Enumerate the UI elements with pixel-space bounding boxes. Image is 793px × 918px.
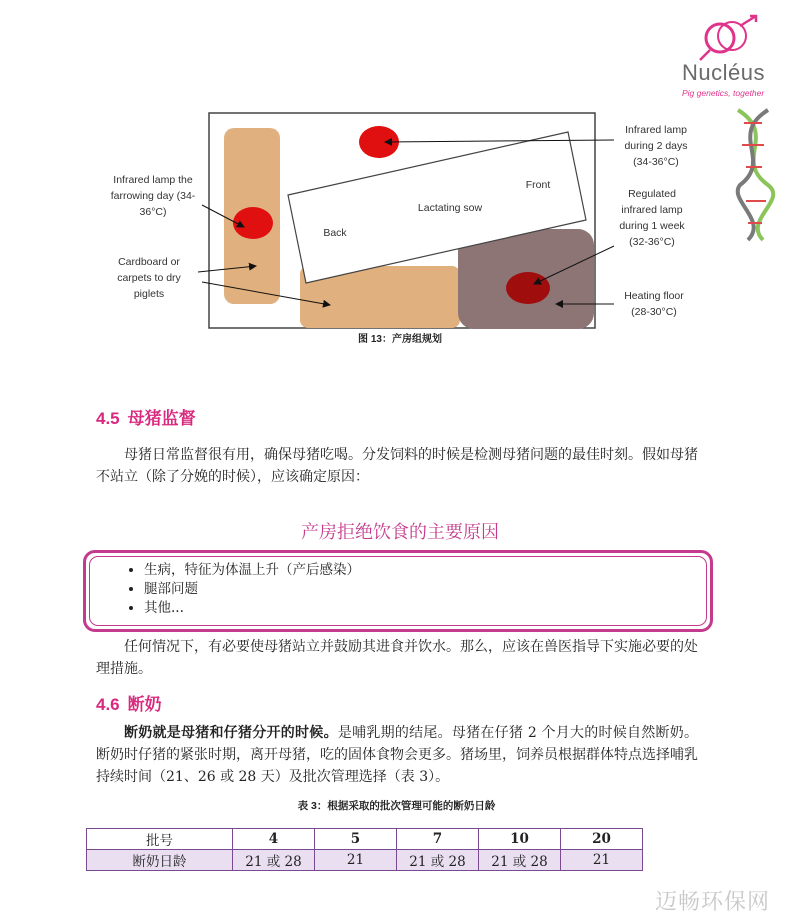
table-header-row: [87, 829, 643, 850]
section-4-5-paragraph: 母猪日常监督很有用，确保母猪吃喝。分发饲料的时候是检测母猪问题的最佳时刻。假如母猪不站立（除了分娩的时候），应该确定原因：: [96, 447, 698, 485]
logo-tagline: Pig genetics, together: [682, 88, 765, 98]
callout-title: 产房拒绝饮食的主要原因: [301, 522, 499, 543]
callout-item: • 其他...: [144, 599, 710, 618]
label-lamp-farrowing: Infrared lamp the farrowing day (34- 36°C): [110, 174, 196, 218]
table-cell: 21 或 28: [479, 850, 561, 871]
table-cell: 4: [233, 829, 315, 850]
table-cell: 21: [315, 850, 397, 871]
section-4-6-heading: 4.6 断奶: [96, 695, 162, 714]
label-heating-floor: Heating floor (28-30°C): [624, 290, 684, 318]
table-cell: 21 或 28: [233, 850, 315, 871]
table-cell: 5: [315, 829, 397, 850]
paragraph-after-callout: 任何情况下，有必要使母猪站立并鼓励其进食并饮水。那么，应该在兽医指导下实施必要的处理措施。: [96, 639, 698, 677]
label-front: Front: [525, 179, 551, 191]
label-cardboard: Cardboard or carpets to dry piglets: [117, 256, 181, 300]
table-cell: 21: [561, 850, 643, 871]
logo-brand: Nucléus: [682, 60, 765, 85]
callout-item: • 腿部问题: [144, 580, 710, 599]
table-cell: 7: [397, 829, 479, 850]
callout-item: • 生病，特征为体温上升（产后感染）: [144, 561, 710, 580]
table-row: [87, 850, 643, 871]
table-cell: 20: [561, 829, 643, 850]
infrared-lamp-farrowing: [233, 207, 273, 239]
regulated-lamp: [506, 272, 550, 304]
table-cell: 10: [479, 829, 561, 850]
label-lamp-2days: Infrared lamp during 2 days (34-36°C): [624, 124, 688, 168]
watermark: 迈畅环保网: [655, 890, 771, 915]
table-cell: 断奶日龄: [87, 850, 233, 871]
bold-lead: 断奶就是母猪和仔猪分开的时候。: [124, 725, 338, 741]
figure-caption: 图 13：产房组规划: [358, 334, 442, 345]
table-cell: 21 或 28: [397, 850, 479, 871]
table-cell: 批号: [87, 829, 233, 850]
label-lactating-sow: Lactating sow: [417, 202, 483, 214]
farrowing-pen-diagram: [0, 0, 793, 360]
callout-box: [83, 550, 713, 632]
weaning-age-table: [86, 828, 643, 871]
label-regulated-lamp: Regulated infrared lamp during 1 week (32-36°C): [619, 188, 685, 248]
section-4-5-heading: 4.5 母猪监督: [96, 409, 196, 428]
table-caption: 表 3：根据采取的批次管理可能的断奶日龄: [297, 800, 496, 812]
label-back: Back: [323, 227, 347, 239]
section-4-6-paragraph: 断奶就是母猪和仔猪分开的时候。是哺乳期的结尾。母猪在仔猪 2 个月大的时候自然断奶。断奶时仔猪的紧张时期，离开母猪，吃的固体食物会更多。猪场里，饲养员根据群体特点选择哺乳持续时间（21、26 或 28 天）及批次管理选择（表 3）。: [96, 725, 699, 785]
